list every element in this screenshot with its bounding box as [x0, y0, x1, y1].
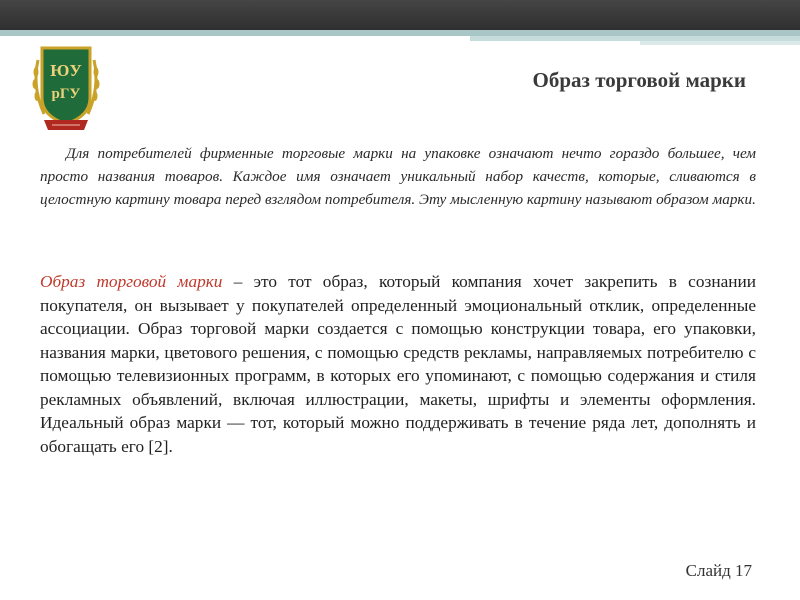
- accent-stripe-tertiary: [640, 41, 800, 45]
- intro-paragraph: Для потребителей фирменные торговые марки на упаковке означают нечто гораздо большее, чем просто названия товаров. Каждое имя означает уникальный набор качеств, которые, сливаются в целостную картину товара перед взглядом потребителя. Эту мысленную картину называют образом марки.: [40, 145, 756, 208]
- svg-text:ЮУ: ЮУ: [50, 61, 82, 80]
- slide-number: Слайд 17: [685, 561, 752, 580]
- definition-text: – это тот образ, который компания хочет закрепить в сознании покупателя, он вызывает у покупателей определенный эмоциональный отклик, определенные ассоциации. Образ торговой марки создается с помощью конструкции товара, его упаковки, названия марки, цветового решения, с помощью средств рекламы, направляемых потребителю с помощью телевизионных программ, в которых его упоминают, с помощью содержания и стиля рекламных объявлений, включая иллюстрации, макеты, шрифты и элементы оформления. Идеальный образ марки — тот, который можно поддерживать в течение ряда лет, дополнять и обогащать его [2].: [40, 272, 756, 456]
- slide-title: Образ торговой марки: [532, 68, 746, 92]
- university-crest-icon: [30, 42, 102, 134]
- definition-paragraph: [40, 270, 756, 458]
- svg-text:рГУ: рГУ: [51, 86, 81, 102]
- definition-term: Образ торговой марки: [40, 272, 223, 291]
- top-bar: [0, 0, 800, 30]
